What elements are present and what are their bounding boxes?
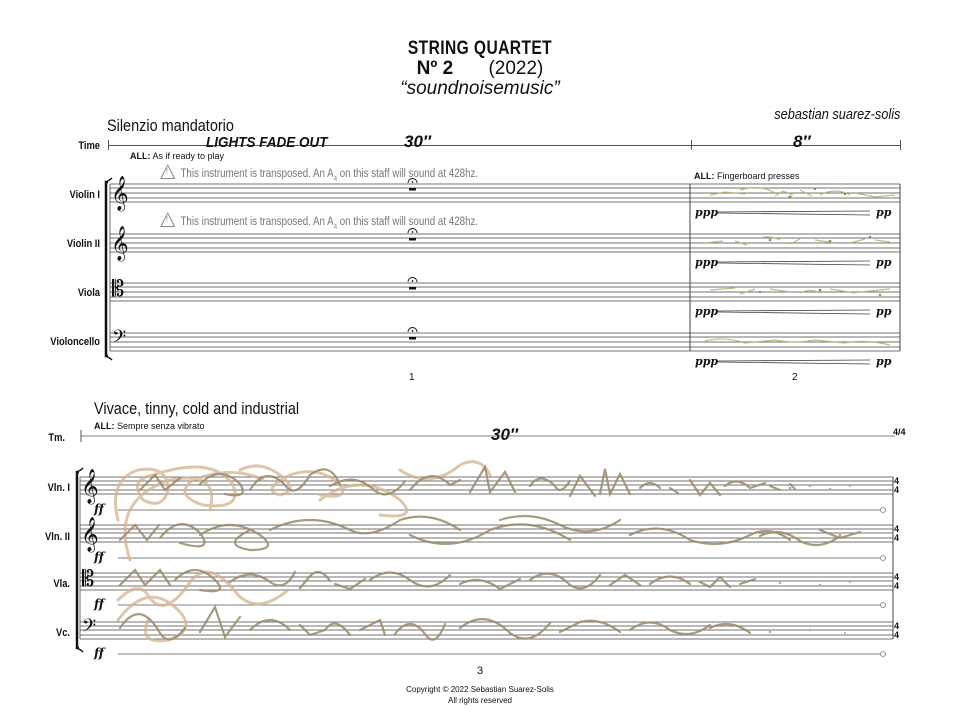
dynamic-ppp: ppp bbox=[695, 355, 719, 368]
time-signature: 4 4 bbox=[894, 524, 900, 543]
instrument-label-vc: Vc. bbox=[55, 627, 70, 639]
time-signature: 4 4 bbox=[894, 476, 900, 495]
time-signature: 4/4 bbox=[893, 427, 906, 437]
transposition-warning-violin1: ! This instrument is transposed. An $A_4$ on this staff will sound at 428hz. bbox=[160, 164, 478, 182]
cue-lights-fade-out: LIGHTS FADE OUT bbox=[206, 134, 328, 151]
piece-title: STRING QUARTET bbox=[407, 38, 553, 59]
dynamic-ff: ff bbox=[94, 502, 104, 516]
piece-number: Nº 2 bbox=[416, 58, 454, 79]
composer-name: sebastian suarez-solis bbox=[773, 106, 900, 123]
copyright: Copyright © 2022 Sebastian Suarez-Solis bbox=[406, 685, 554, 694]
instrument-label-violin1: Violin I bbox=[69, 189, 100, 201]
instrument-label-vln1: Vln. I bbox=[47, 482, 70, 494]
warning-triangle-icon: ! bbox=[160, 212, 175, 227]
warning-triangle-icon: ! bbox=[160, 164, 175, 179]
treble-clef-icon: 𝄞 bbox=[81, 469, 99, 504]
treble-clef-icon: 𝄞 bbox=[81, 517, 99, 552]
dynamic-ff: ff bbox=[94, 550, 104, 564]
piece-subtitle: “soundnoisemusic” bbox=[400, 78, 560, 99]
duration-measure-1: 30″ bbox=[404, 132, 432, 151]
instrument-label-vln2: Vln. II bbox=[45, 531, 70, 543]
alto-clef-icon: 𝄡 bbox=[82, 567, 95, 592]
page-number: 3 bbox=[476, 665, 484, 677]
all-instruction-1: ALL: As if ready to play bbox=[130, 151, 225, 161]
all-instruction-fingerboard: ALL: Fingerboard presses bbox=[694, 171, 800, 181]
transposition-warning-violin2: ! This instrument is transposed. An $A_4$ on this staff will sound at 428hz. bbox=[160, 212, 478, 230]
dynamic-ppp: ppp bbox=[695, 305, 719, 318]
bass-clef-icon: 𝄢 bbox=[112, 327, 127, 352]
dynamic-pp: pp bbox=[876, 305, 892, 318]
rights-reserved: All rights reserved bbox=[447, 696, 513, 705]
duration-measure-3: 30″ bbox=[491, 425, 519, 444]
tempo-marking-2: Vivace, tinny, cold and industrial bbox=[94, 399, 300, 418]
treble-clef-icon: 𝄞 bbox=[111, 226, 129, 261]
time-row-label: Time bbox=[78, 140, 100, 152]
dynamic-pp: pp bbox=[876, 355, 892, 368]
alto-clef-icon: 𝄡 bbox=[112, 277, 125, 302]
tempo-marking-1: Silenzio mandatorio bbox=[107, 116, 234, 135]
all-instruction-2: ALL: Sempre senza vibrato bbox=[94, 421, 205, 431]
measure-number-1: 1 bbox=[409, 372, 415, 383]
treble-clef-icon: 𝄞 bbox=[111, 176, 129, 211]
instrument-label-violin2: Violin II bbox=[66, 238, 100, 250]
duration-measure-2: 8″ bbox=[793, 132, 811, 151]
time-signature: 4 4 bbox=[894, 621, 900, 640]
time-signature: 4 4 bbox=[894, 572, 900, 591]
dynamic-pp: pp bbox=[876, 256, 892, 269]
time-row-label-2: Tm. bbox=[48, 432, 65, 444]
dynamic-pp: pp bbox=[876, 206, 892, 219]
dynamic-ff: ff bbox=[94, 597, 104, 611]
piece-year: (2022) bbox=[488, 58, 544, 79]
instrument-label-vla: Vla. bbox=[53, 578, 70, 590]
dynamic-ppp: ppp bbox=[695, 206, 719, 219]
measure-number-2: 2 bbox=[792, 372, 798, 383]
dynamic-ppp: ppp bbox=[695, 256, 719, 269]
bass-clef-icon: 𝄢 bbox=[82, 616, 97, 641]
dynamic-ff: ff bbox=[94, 646, 104, 660]
instrument-label-violoncello: Violoncello bbox=[50, 336, 100, 348]
instrument-label-viola: Viola bbox=[77, 287, 100, 299]
